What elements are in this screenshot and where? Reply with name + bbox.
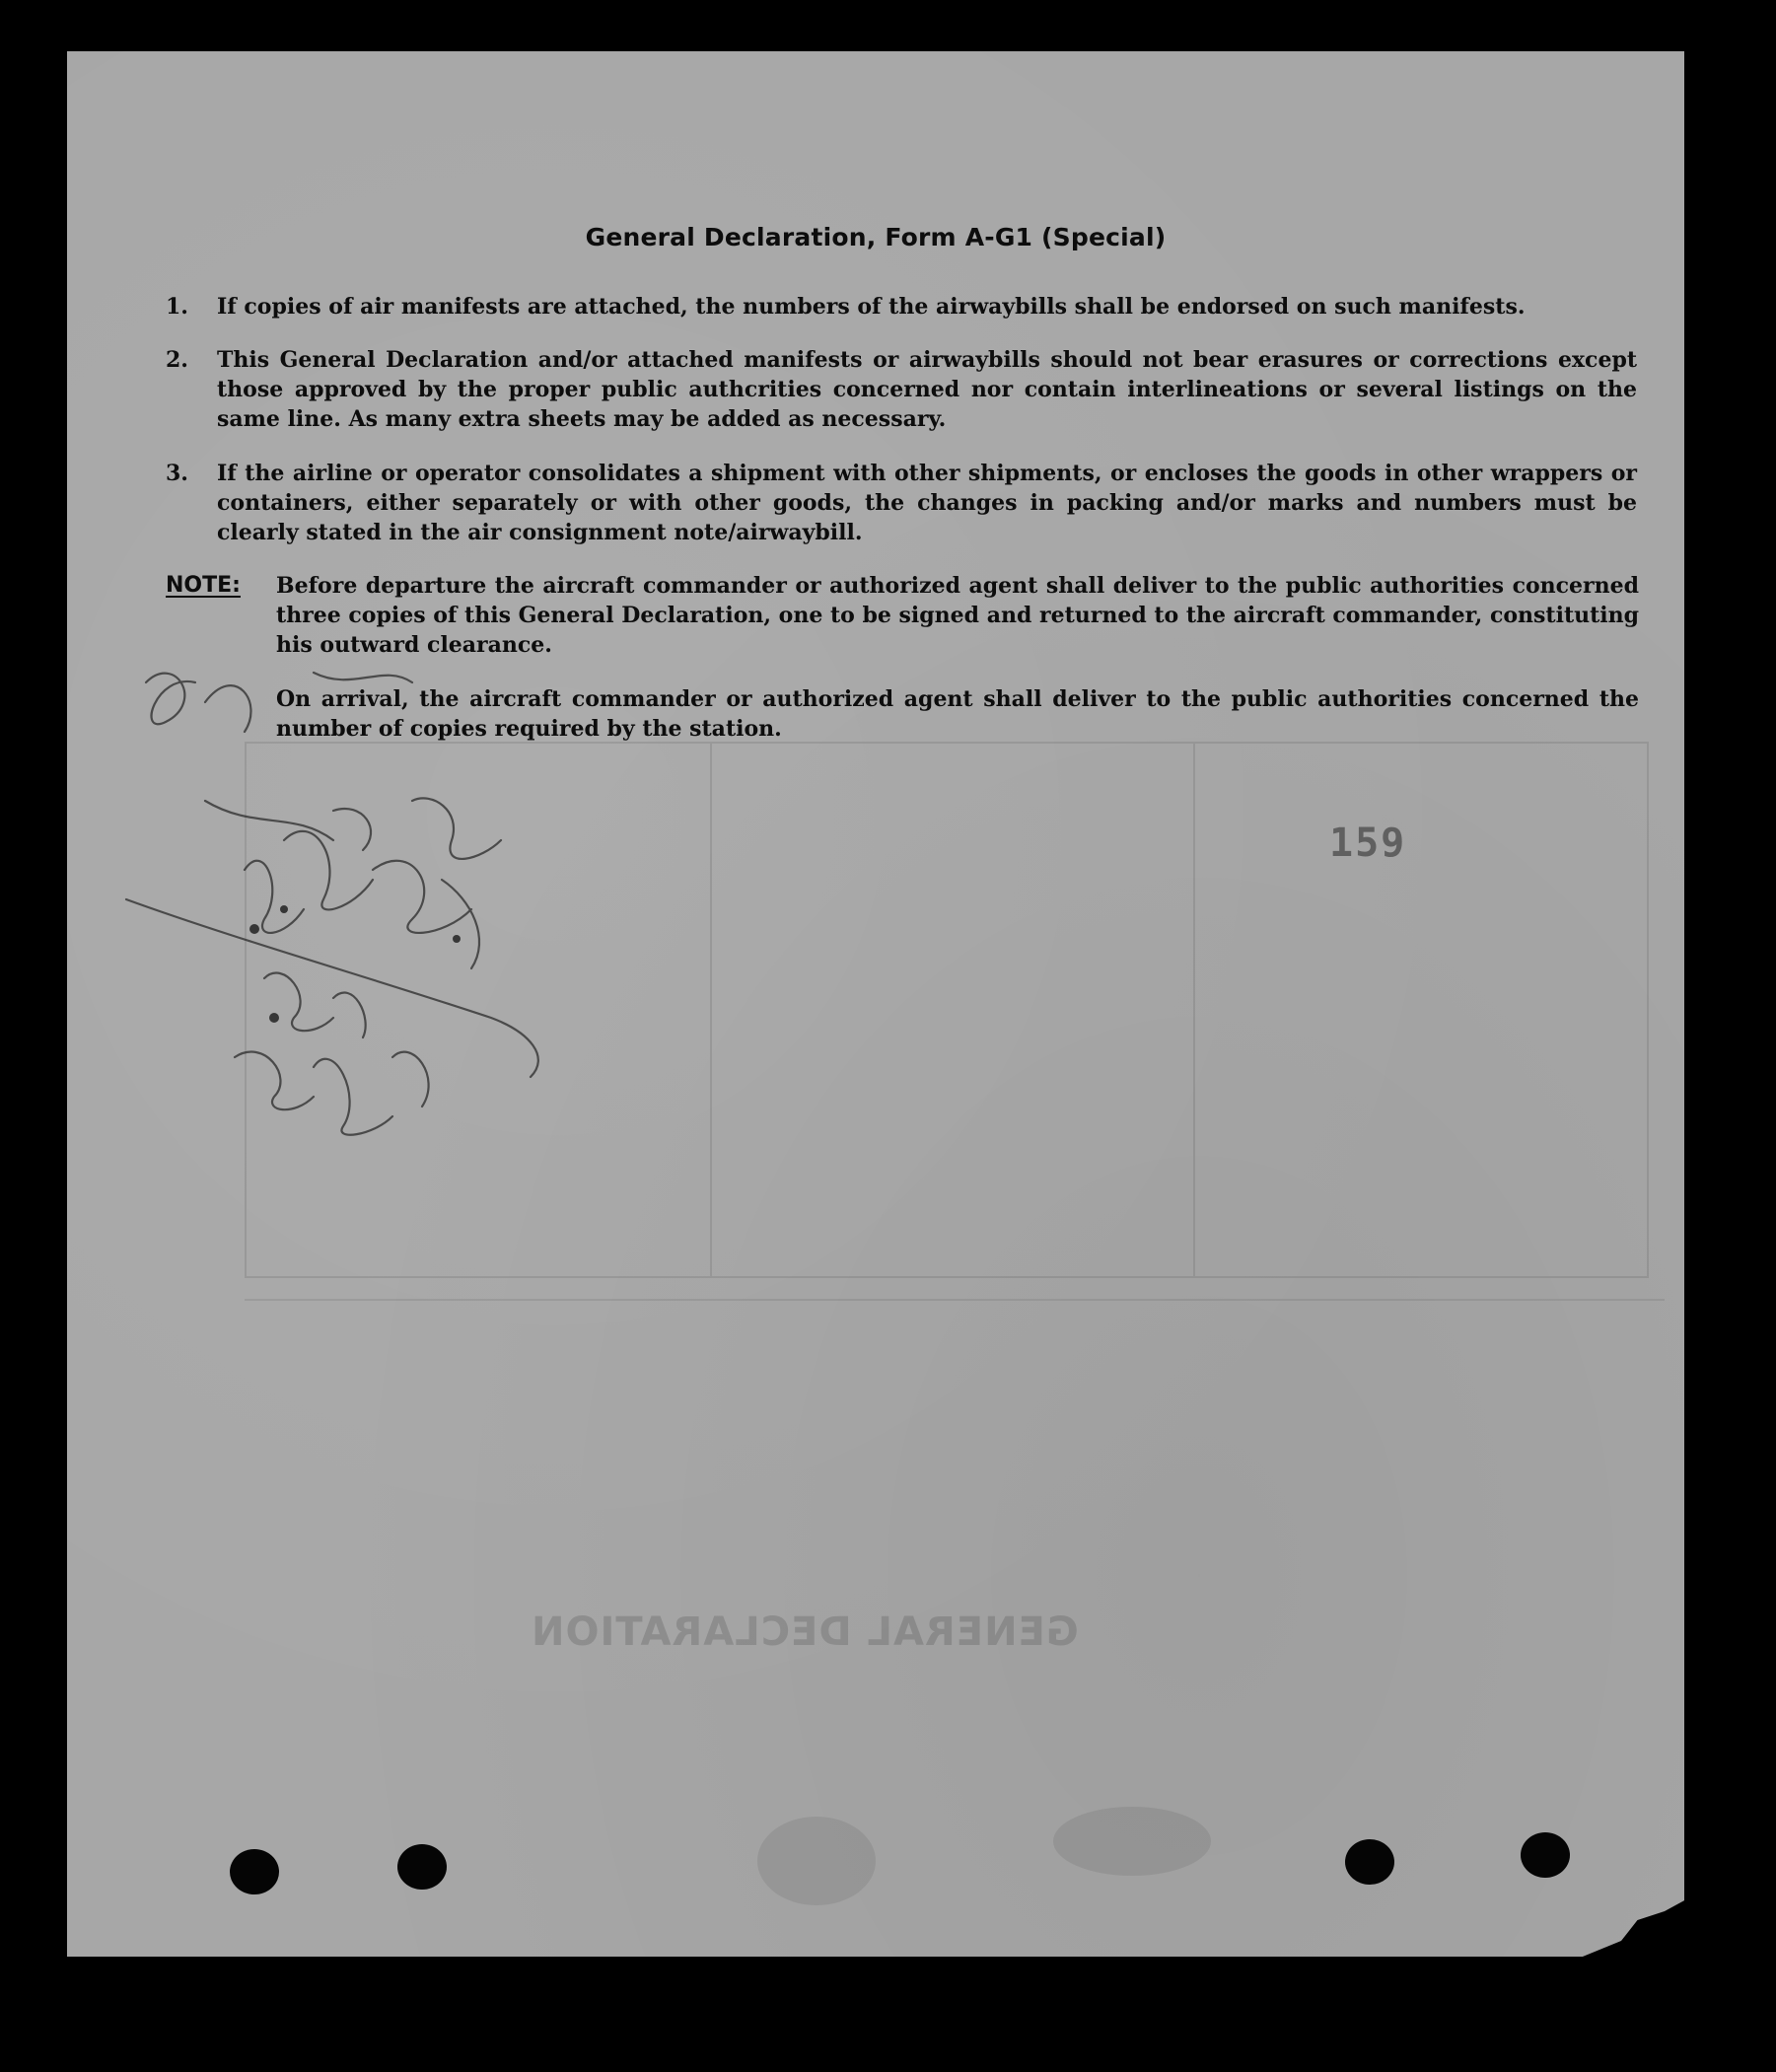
page-title: General Declaration, Form A-G1 (Special) bbox=[585, 223, 1167, 251]
stamp-number: 159 bbox=[1329, 821, 1407, 866]
list-item bbox=[166, 459, 1637, 547]
note-block bbox=[166, 684, 1639, 744]
document-sheet bbox=[67, 51, 1684, 1957]
punch-hole bbox=[1345, 1839, 1394, 1885]
list-item-text: If the airline or operator consolidates a shipment with other shipments, or encloses the goods in other wrappers or containers, either separately or with other goods, the changes in packing and/or marks and numbers must be clearly stated in the air consignment note/airwaybill. bbox=[217, 461, 1637, 545]
bleed-through-heading: GENERAL DECLARATION bbox=[531, 1609, 1079, 1655]
note-paragraph: On arrival, the aircraft commander or authorized agent shall deliver to the public authorities concerned the number of copies required by the station. bbox=[276, 686, 1639, 742]
list-item bbox=[166, 345, 1637, 434]
note-label: NOTE: bbox=[166, 573, 241, 598]
punch-hole bbox=[1521, 1832, 1570, 1878]
list-item-number: 3. bbox=[166, 461, 188, 486]
list-item-text: This General Declaration and/or attached manifests or airwaybills should not bear erasures or corrections except those approved by the proper public authcrities concerned nor contain interlineations or several listings on the same line. As many extra sheets may be added as necessary. bbox=[217, 347, 1637, 432]
list-item-text: If copies of air manifests are attached, the numbers of the airwaybills shall be endorsed on such manifests. bbox=[217, 294, 1526, 320]
punch-hole bbox=[397, 1844, 447, 1890]
document-content bbox=[67, 51, 1684, 1957]
punch-hole bbox=[230, 1849, 279, 1894]
note-paragraph: Before departure the aircraft commander or authorized agent shall deliver to the public authorities concerned three copies of this General Declaration, one to be signed and returned to the aircraft commander, constituting his outward clearance. bbox=[276, 573, 1639, 658]
list-item bbox=[166, 292, 1637, 322]
list-item-number: 2. bbox=[166, 347, 188, 373]
note-block bbox=[166, 571, 1639, 660]
list-item-number: 1. bbox=[166, 294, 188, 320]
